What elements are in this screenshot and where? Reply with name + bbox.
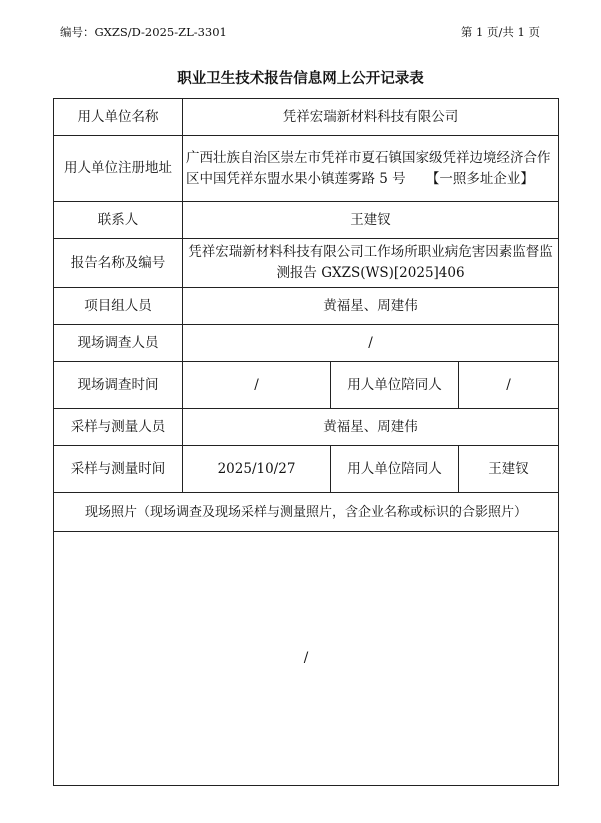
survey-time-label: 现场调查时间 [54,362,183,409]
row-report [54,239,559,288]
page-title: 职业卫生技术报告信息网上公开记录表 [177,71,424,87]
survey-time-value: / [183,362,331,409]
disclosure-record-table [53,98,559,786]
sampling-staff-label: 采样与测量人员 [54,409,183,446]
report-label: 报告名称及编号 [54,239,183,288]
row-survey-time [54,362,559,409]
contact-label: 联系人 [54,202,183,239]
project-team-value: 黄福星、周建伟 [183,288,559,325]
project-team-label: 项目组人员 [54,288,183,325]
row-sampling-time [54,446,559,493]
employer-address-label: 用人单位注册地址 [54,136,183,202]
survey-staff-label: 现场调查人员 [54,325,183,362]
row-survey-staff [54,325,559,362]
row-photos-label [54,493,559,532]
row-project-team [54,288,559,325]
page-indicator: 第 1 页/共 1 页 [460,25,540,39]
report-value: 凭祥宏瑞新材料科技有限公司工作场所职业病危害因素监督监测报告 GXZS(WS)[2025]406 [183,239,559,288]
row-employer-address [54,136,559,202]
sampling-staff-value: 黄福星、周建伟 [183,409,559,446]
employer-name-label: 用人单位名称 [54,99,183,136]
sampling-companion-value: 王建钗 [459,446,559,493]
row-employer-name [54,99,559,136]
survey-companion-value: / [459,362,559,409]
row-sampling-staff [54,409,559,446]
row-contact [54,202,559,239]
photos-value: / [54,532,559,786]
employer-name-value: 凭祥宏瑞新材料科技有限公司 [183,99,559,136]
document-number: 编号：GXZS/D-2025-ZL-3301 [60,25,227,39]
sampling-companion-label: 用人单位陪同人 [331,446,459,493]
contact-value: 王建钗 [183,202,559,239]
document-header [60,24,540,40]
row-photos-area [54,532,559,786]
survey-companion-label: 用人单位陪同人 [331,362,459,409]
survey-staff-value: / [183,325,559,362]
photos-label: 现场照片（现场调查及现场采样与测量照片，含企业名称或标识的合影照片） [54,493,559,532]
sampling-time-value: 2025/10/27 [183,446,331,493]
employer-address-value: 广西壮族自治区崇左市凭祥市夏石镇国家级凭祥边境经济合作区中国凭祥东盟水果小镇莲雾路 5 号 【一照多址企业】 [183,136,559,202]
sampling-time-label: 采样与测量时间 [54,446,183,493]
